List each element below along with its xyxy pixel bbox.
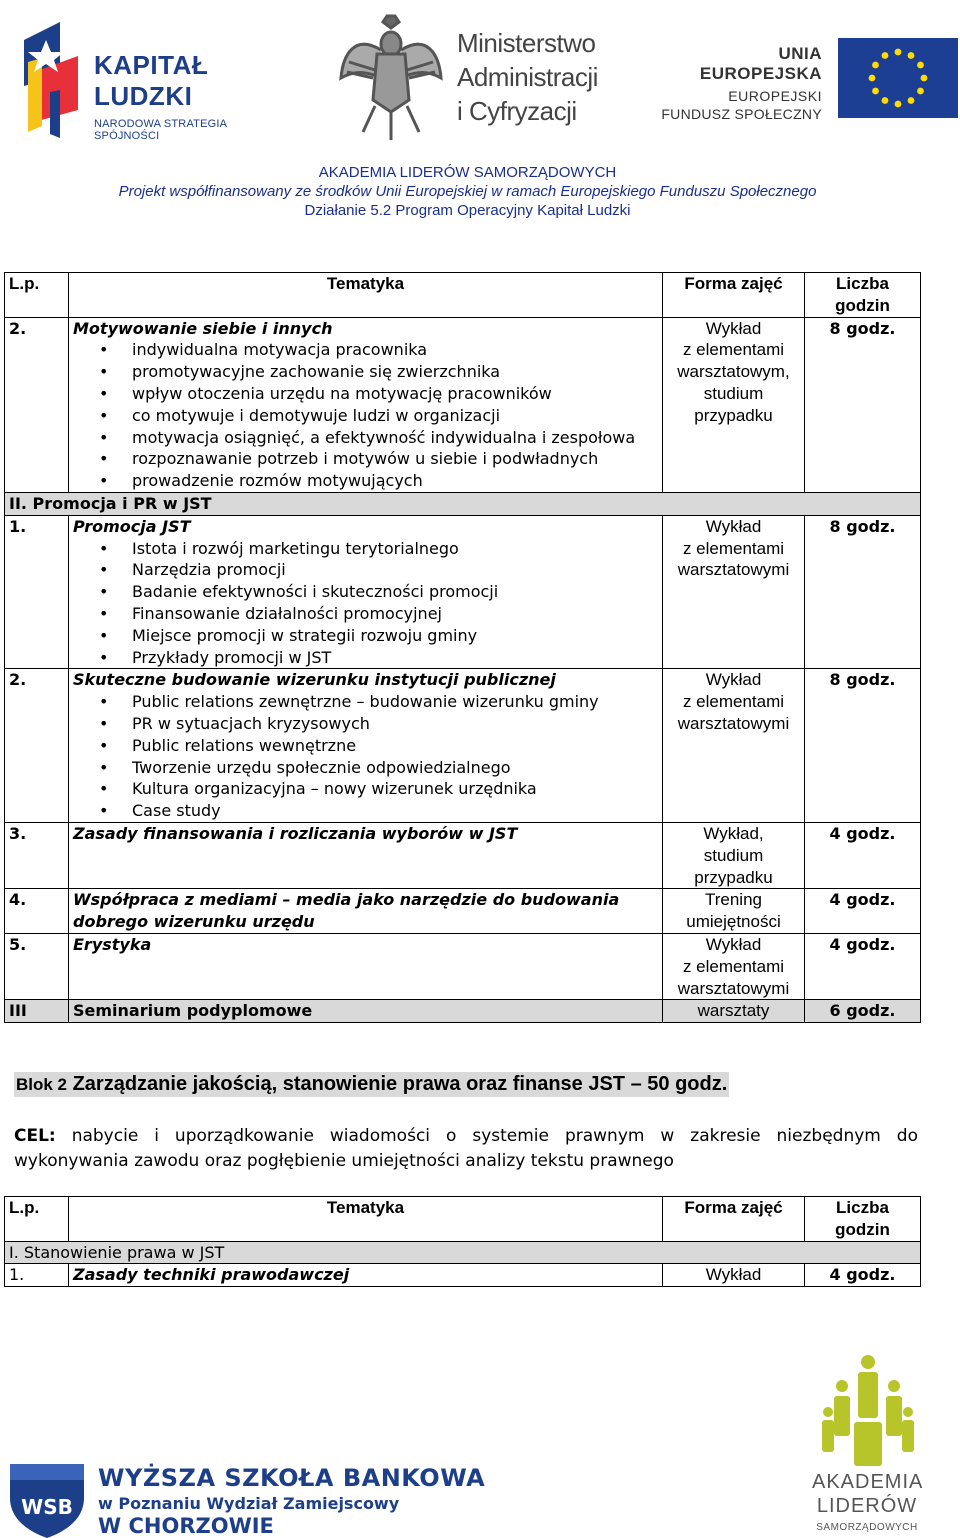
block-label: Blok 2 [16, 1075, 68, 1094]
row-hours: 4 godz. [805, 822, 921, 888]
table-row-wizerunek [5, 669, 921, 823]
row-topic: Promocja JST [73, 516, 191, 536]
header-tematyka: Tematyka [69, 1197, 663, 1242]
row-form [663, 669, 805, 823]
table-row-motywowanie [5, 317, 921, 492]
block-hours: 50 godz. [647, 1073, 728, 1095]
list-item: • Narzędzia promocji [73, 559, 658, 581]
project-measure: Działanie 5.2 Program Operacyjny Kapitał Ludzki [304, 202, 631, 219]
ministry-line3: i Cyfryzacji [457, 96, 577, 126]
row-form [663, 889, 805, 934]
project-title: AKADEMIA LIDERÓW SAMORZĄDOWYCH [318, 164, 617, 181]
list-item: • Public relations zewnętrzne – budowanie wizerunku gminy [73, 691, 658, 713]
list-item: • co motywuje i demotywuje ludzi w organizacji [73, 405, 658, 427]
ministry-logo [335, 14, 598, 142]
form-line: przypadku [694, 867, 773, 887]
form-line: warsztatowymi [677, 978, 790, 998]
wsb-line3: W CHORZOWIE [98, 1514, 274, 1538]
row-topic: Motywowanie siebie i innych [73, 318, 333, 338]
row-form [663, 515, 805, 669]
list-item: • Badanie efektywności i skuteczności promocji [73, 581, 658, 603]
form-line: warsztatowymi [677, 713, 790, 733]
block-title: Zarządzanie jakością, stanowienie prawa oraz finanse JST [72, 1073, 626, 1095]
akademia-liderow-logo [812, 1352, 922, 1538]
topic-bullet-list [73, 538, 658, 669]
list-item: • rozpoznawanie potrzeb i motywów u siebie i podwładnych [73, 448, 658, 470]
list-item: • Case study [73, 800, 658, 822]
row-form: warsztaty [663, 1000, 805, 1023]
header-liczba: Liczba godzin [805, 273, 921, 318]
row-hours: 8 godz. [805, 317, 921, 492]
eu-flag-icon [838, 38, 958, 118]
eu-line2: EUROPEJSKI [728, 88, 822, 104]
ministry-line2: Administracji [457, 62, 598, 92]
kapital-ludzki-title: KAPITAŁ LUDZKI [94, 50, 209, 111]
list-item: • promotywacyjne zachowanie się zwierzchnika [73, 361, 658, 383]
list-item: • indywidualna motywacja pracownika [73, 339, 658, 361]
list-item: • Kultura organizacyjna – nowy wizerunek urzędnika [73, 778, 658, 800]
list-item: • prowadzenie rozmów motywujących [73, 470, 658, 492]
wsb-name [98, 1464, 485, 1538]
form-line: z elementami [682, 538, 785, 558]
project-info [0, 163, 935, 220]
table-header-row [5, 273, 921, 318]
section-title: II. Promocja i PR w JST [5, 492, 921, 515]
kapital-ludzki-emblem-icon [20, 22, 82, 138]
form-line: z elementami [682, 692, 785, 712]
form-line: Wykład [705, 670, 762, 690]
row-form [663, 822, 805, 888]
header-forma: Forma zajęć [663, 273, 805, 318]
row-number: 2. [9, 318, 27, 338]
row-hours: 4 godz. [805, 1264, 921, 1287]
list-item: • Finansowanie działalności promocyjnej [73, 603, 658, 625]
form-line: z elementami [682, 340, 785, 360]
row-hours: 8 godz. [805, 515, 921, 669]
als-line3: SAMORZĄDOWYCH [816, 1522, 918, 1533]
header-liczba: Liczba godzin [805, 1197, 921, 1242]
row-number: 1. [9, 516, 27, 536]
curriculum-table-1 [4, 272, 921, 1023]
row-topic: Zasady finansowania i rozliczania wyborów w JST [73, 823, 518, 843]
goal-label: CEL: [14, 1126, 56, 1146]
goal-paragraph [14, 1124, 918, 1174]
form-line: Wykład, [703, 823, 764, 843]
row-topic: Skuteczne budowanie wizerunku instytucji publicznej [73, 670, 556, 690]
ministry-line1: Ministerstwo [457, 28, 596, 58]
row-topic: Erystyka [73, 934, 152, 954]
list-item: • Miejsce promocji w strategii rozwoju gminy [73, 625, 658, 647]
form-line: studium [703, 383, 764, 403]
table-header-row [5, 1197, 921, 1242]
list-item: • Tworzenie urzędu społecznie odpowiedzialnego [73, 757, 658, 779]
header-lp: L.p. [5, 1197, 69, 1242]
goal-text: nabycie i uporządkowanie wiadomości o systemie prawnym w zakresie niezbędnym do wykonywania zawodu oraz pogłębienie umiejętności analizy tekstu prawnego [14, 1126, 918, 1171]
row-hours: 4 godz. [805, 889, 921, 934]
project-funding-note: Projekt współfinansowany ze środków Unii Europejskiej w ramach Europejskiego Funduszu Społecznego [118, 183, 817, 200]
topic-bullet-list [73, 691, 658, 822]
row-number: 2. [9, 670, 27, 690]
list-item: • Public relations wewnętrzne [73, 735, 658, 757]
form-line: Trening [704, 890, 762, 910]
eu-logo [652, 38, 958, 122]
form-line: Wykład [705, 318, 762, 338]
table-row-seminarium [5, 1000, 921, 1023]
eu-title: UNIA EUROPEJSKA [699, 44, 822, 83]
row-form [663, 933, 805, 999]
row-topic: Zasady techniki prawodawczej [73, 1265, 350, 1285]
wsb-line1: WYŻSZA SZKOŁA BANKOWA [98, 1464, 486, 1492]
table-row-erystyka [5, 933, 921, 999]
table-row-promocja [5, 515, 921, 669]
row-hours: 6 godz. [805, 1000, 921, 1023]
row-number: 1. [5, 1264, 69, 1287]
section-title: I. Stanowienie prawa w JST [5, 1241, 921, 1264]
curriculum-table-2 [4, 1196, 921, 1287]
list-item: • motywacja osiągnięć, a efektywność indywidualna i zespołowa [73, 427, 658, 449]
row-form: Wykład [663, 1264, 805, 1287]
akademia-liderow-emblem-icon [820, 1352, 916, 1470]
list-item: • PR w sytuacjach kryzysowych [73, 713, 658, 735]
header-forma: Forma zajęć [663, 1197, 805, 1242]
block-heading [14, 1072, 729, 1097]
form-line: warsztatowymi [677, 560, 790, 580]
form-line: warsztatowym, [677, 362, 790, 382]
header-tematyka: Tematyka [69, 273, 663, 318]
polish-eagle-emblem-icon [335, 14, 447, 142]
form-line: studium [703, 845, 764, 865]
table-row-media [5, 889, 921, 934]
table-row-wybory [5, 822, 921, 888]
list-item: • wpływ otoczenia urzędu na motywację pracowników [73, 383, 658, 405]
block-dash: – [630, 1073, 642, 1095]
kapital-ludzki-logo [20, 22, 260, 140]
topic-bullet-list [73, 339, 658, 492]
row-number: 3. [9, 823, 27, 843]
eu-line3: FUNDUSZ SPOŁECZNY [661, 106, 822, 122]
row-number: 4. [9, 890, 27, 910]
wsb-badge-icon [4, 1458, 90, 1538]
wsb-badge-text: WSB [21, 1495, 73, 1519]
section-row-stanowienie [5, 1241, 921, 1264]
als-line1: AKADEMIA [812, 1471, 924, 1493]
header-lp: L.p. [5, 273, 69, 318]
row-topic: Współpraca z mediami – media jako narzędzie do budowania dobrego wizerunku urzędu [73, 890, 620, 932]
row-number: 5. [9, 934, 27, 954]
kapital-ludzki-subtitle: NARODOWA STRATEGIA SPÓJNOŚCI [94, 118, 227, 142]
form-line: Wykład [705, 934, 762, 954]
row-form [663, 317, 805, 492]
row-topic: Seminarium podyplomowe [69, 1000, 663, 1023]
list-item: • Istota i rozwój marketingu terytorialnego [73, 538, 658, 560]
form-line: Wykład [705, 516, 762, 536]
table-row-technika [5, 1264, 921, 1287]
row-number: III [5, 1000, 69, 1023]
form-line: umiejętności [686, 912, 781, 932]
wsb-line2: w Poznaniu Wydział Zamiejscowy [98, 1494, 400, 1513]
list-item: • Przykłady promocji w JST [73, 647, 658, 669]
row-hours: 4 godz. [805, 933, 921, 999]
als-line2: LIDERÓW [816, 1495, 918, 1517]
form-line: z elementami [682, 956, 785, 976]
section-row-promocja [5, 492, 921, 515]
form-line: przypadku [694, 405, 773, 425]
row-hours: 8 godz. [805, 669, 921, 823]
